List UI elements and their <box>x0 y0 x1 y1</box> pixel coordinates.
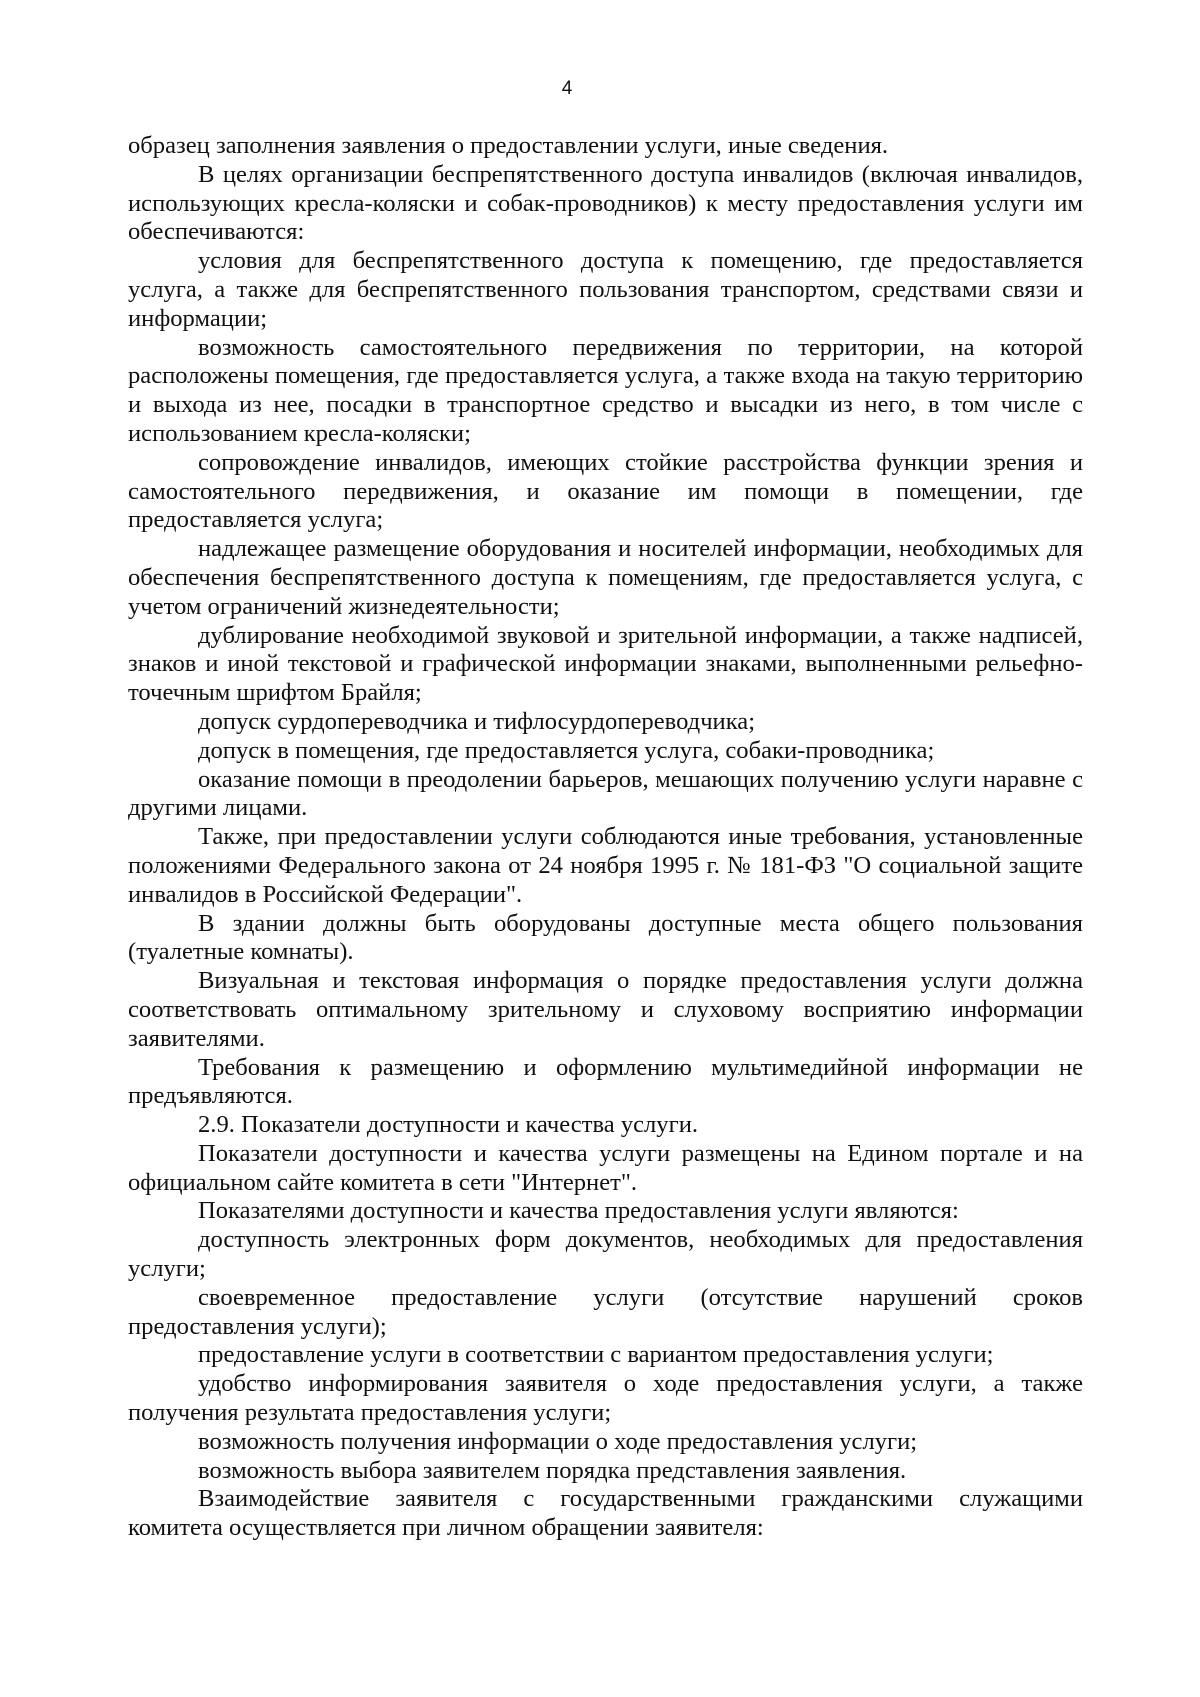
paragraph: образец заполнения заявления о предоставлении услуги, иные сведения. <box>128 132 889 159</box>
paragraph: своевременное предоставление услуги (отсутствие нарушений сроков предоставления услуги); <box>128 1283 1083 1340</box>
paragraph: Визуальная и текстовая информация о порядке предоставления услуги должна соответствовать оптимальному зрительному и слуховому восприятию информации заявителями. <box>128 967 1083 1052</box>
page-number: 4 <box>561 78 573 99</box>
paragraph: возможность выбора заявителем порядка представления заявления. <box>198 1456 907 1484</box>
paragraph: В здании должны быть оборудованы доступные места общего пользования (туалетные комнаты). <box>128 909 1083 966</box>
paragraph: 2.9. Показатели доступности и качества услуги. <box>198 1111 699 1139</box>
document-body <box>128 132 1083 1543</box>
paragraph: возможность получения информации о ходе предоставления услуги; <box>198 1427 918 1455</box>
paragraph: Взаимодействие заявителя с государственными гражданскими служащими комитета осуществляется при личном обращении заявителя: <box>128 1485 1083 1542</box>
paragraph: В целях организации беспрепятственного доступа инвалидов (включая инвалидов, использующих кресла-коляски и собак-проводников) к месту предоставления услуги им обеспечиваются: <box>128 160 1083 246</box>
paragraph: Также, при предоставлении услуги соблюдаются иные требования, установленные положениями Федерального закона от 24 ноября 1995 г. № 181-ФЗ "О социальной защите инвалидов в Российской Федерации". <box>128 823 1083 908</box>
paragraph: возможность самостоятельного передвижения по территории, на которой расположены помещения, где предоставляется услуга, а также входа на такую территорию и выхода из нее, посадки в транспортное средство и высадки из него, в том числе с использованием кресла-коляски; <box>128 333 1083 447</box>
paragraph: допуск сурдопереводчика и тифлосурдопереводчика; <box>198 707 756 735</box>
paragraph: Показатели доступности и качества услуги размещены на Едином портале и на официальном сайте комитета в сети "Интернет". <box>128 1139 1083 1196</box>
paragraph: условия для беспрепятственного доступа к помещению, где предоставляется услуга, а также для беспрепятственного пользования транспортом, средствами связи и информации; <box>128 247 1083 332</box>
paragraph: надлежащее размещение оборудования и носителей информации, необходимых для обеспечения беспрепятственного доступа к помещениям, где предоставляется услуга, с учетом ограничений жизнедеятельности; <box>128 535 1083 620</box>
paragraph: оказание помощи в преодолении барьеров, мешающих получению услуги наравне с другими лицами. <box>128 765 1083 822</box>
paragraph: доступность электронных форм документов, необходимых для предоставления услуги; <box>128 1226 1083 1283</box>
paragraph: сопровождение инвалидов, имеющих стойкие расстройства функции зрения и самостоятельного передвижения, и оказание им помощи в помещении, где предоставляется услуга; <box>128 448 1083 534</box>
paragraph: Показателями доступности и качества предоставления услуги являются: <box>198 1197 959 1225</box>
paragraph: Требования к размещению и оформлению мультимедийной информации не предъявляются. <box>128 1053 1083 1110</box>
paragraph: удобство информирования заявителя о ходе предоставления услуги, а также получения результата предоставления услуги; <box>128 1370 1083 1427</box>
paragraph: предоставление услуги в соответствии с вариантом предоставления услуги; <box>198 1341 994 1369</box>
paragraph: допуск в помещения, где предоставляется услуга, собаки-проводника; <box>198 736 935 764</box>
paragraph: дублирование необходимой звуковой и зрительной информации, а также надписей, знаков и иной текстовой и графической информации знаками, выполненными рельефно-точечным шрифтом Брайля; <box>128 621 1083 707</box>
